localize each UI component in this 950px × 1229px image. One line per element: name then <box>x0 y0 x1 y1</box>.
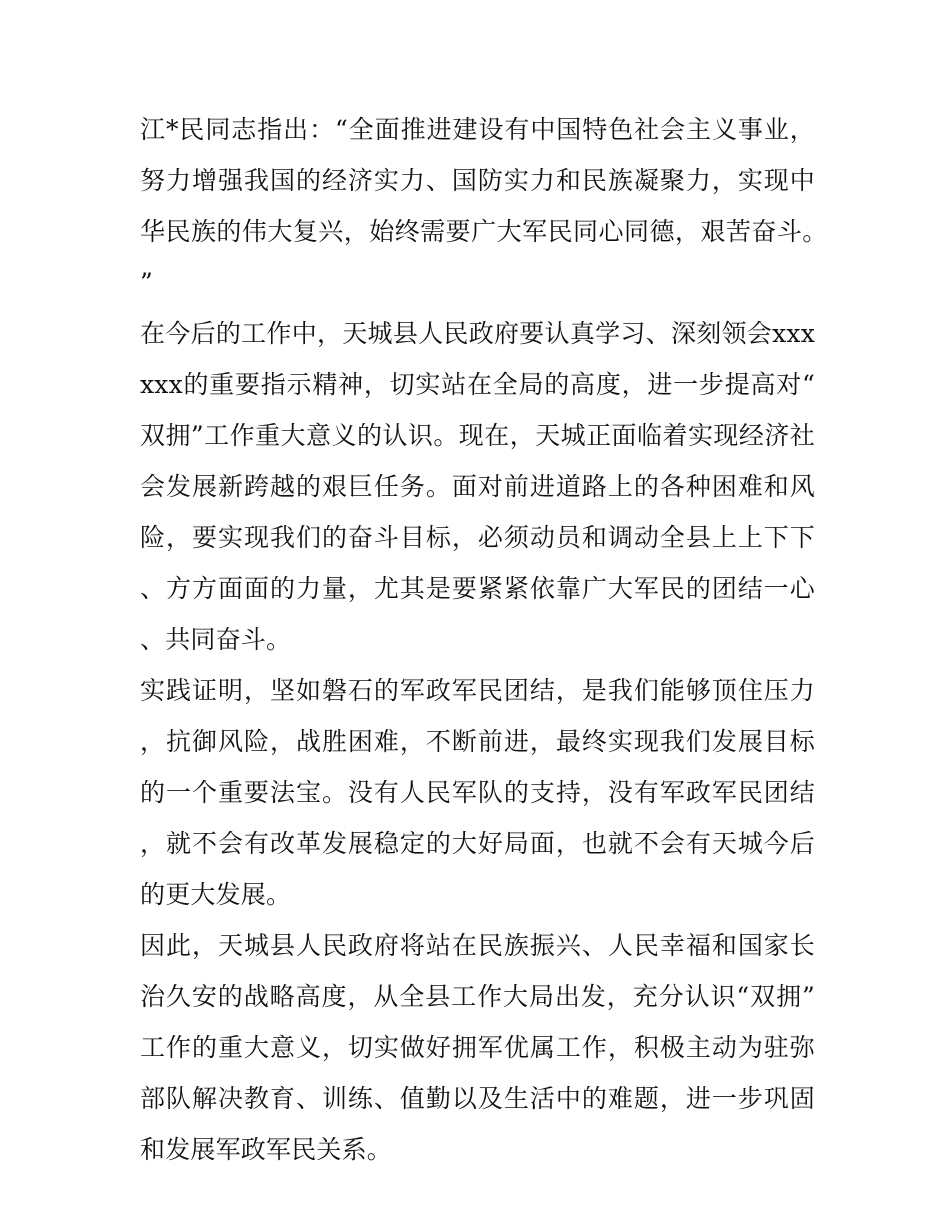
paragraph-therefore: 因此，天城县人民政府将站在民族振兴、人民幸福和国家长治久安的战略高度，从全县工作大局出发，充分认识“双拥”工作的重大意义，切实做好拥军优属工作，积极主动为驻弥部队解决教育、训练、值勤以及生活中的难题，进一步巩固和发展军政军民关系。 <box>140 931 815 1164</box>
paragraph-jiang-quote: 江*民同志指出：“全面推进建设有中国特色社会主义事业，努力增强我国的经济实力、国防实力和民族凝聚力，实现中华民族的伟大复兴，始终需要广大军民同心同德，艰苦奋斗。” <box>140 115 815 297</box>
paragraph-practice-proves: 实践证明，坚如磐石的军政军民团结，是我们能够顶住压力，抗御风险，战胜困难，不断前进，最终实现我们发展目标的一个重要法宝。没有人民军队的支持，没有军政军民团结，就不会有改革发展稳定的大好局面，也就不会有天城今后的更大发展。 <box>140 676 815 909</box>
document-body <box>140 104 815 1175</box>
paragraph-future-work: 在今后的工作中，天城县人民政府要认真学习、深刻领会xxxxxx的重要指示精神，切实站在全局的高度，进一步提高对“双拥”工作重大意义的认识。现在，天城正面临着实现经济社会发展新跨越的艰巨任务。面对前进道路上的各种困难和风险，要实现我们的奋斗目标，必须动员和调动全县上上下下、方方面面的力量，尤其是要紧紧依靠广大军民的团结一心、共同奋斗。 <box>140 319 815 654</box>
